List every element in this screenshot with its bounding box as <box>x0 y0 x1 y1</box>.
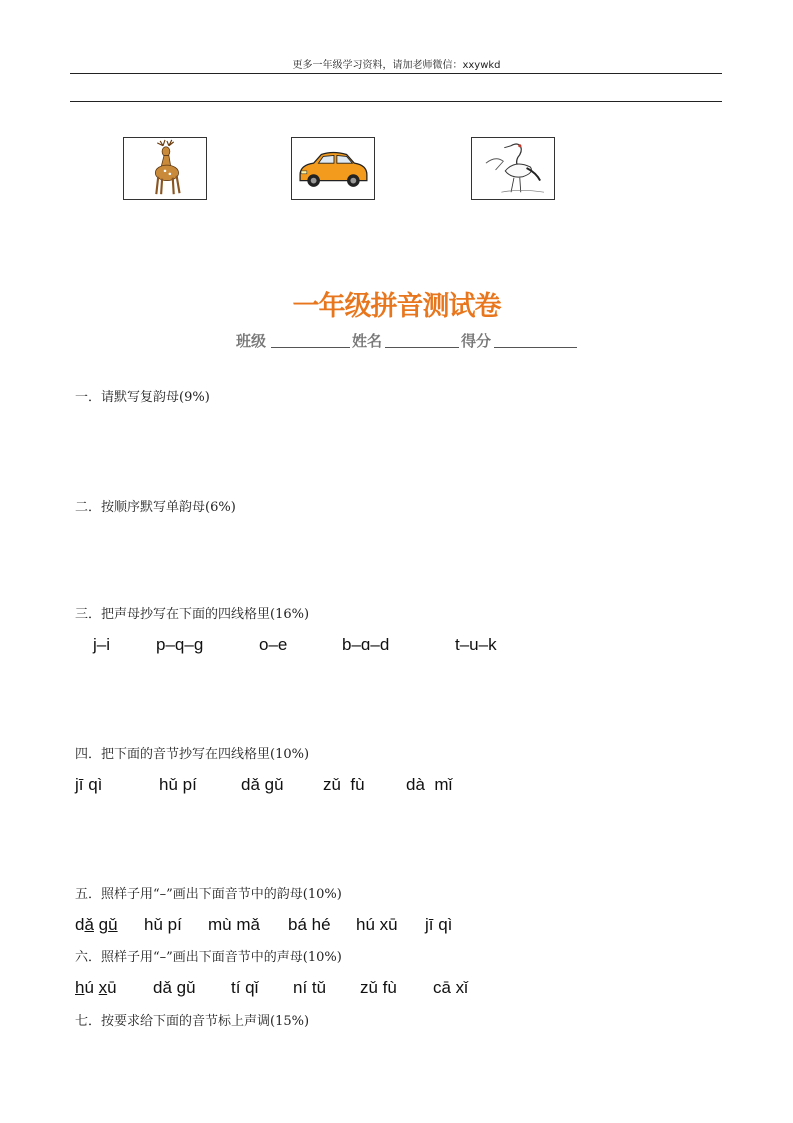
page-title: 一年级拼音测试卷 <box>292 291 501 322</box>
section-text: ．照样子用“–”画出下面音节中的韵母(10%) <box>88 887 342 902</box>
section-text: ．把下面的音节抄写在四线格里(10%) <box>88 747 310 762</box>
section-number: 七 <box>75 1014 89 1029</box>
score-blank[interactable] <box>494 331 577 348</box>
pinyin-item: hú xū <box>356 915 398 934</box>
pinyin-item: cā xǐ <box>433 978 468 997</box>
pinyin-item: mù mǎ <box>208 915 260 934</box>
section-text: ．照样子用“–”画出下面音节中的声母(10%) <box>88 950 342 965</box>
header-note: 更多一年级学习资料，请加老师微信：xxywkd <box>292 60 501 71</box>
car-icon <box>292 138 374 199</box>
section-1-heading <box>75 386 210 405</box>
example-part: d <box>75 915 85 934</box>
pinyin-item: jī qì <box>75 775 103 794</box>
section-text: ．请默写复韵母(9%) <box>88 390 210 405</box>
name-label: 姓名 <box>352 332 383 350</box>
example-underlined-part: ǎ <box>84 915 94 934</box>
pinyin-item: dà mǐ <box>406 775 453 794</box>
car-picture <box>291 137 375 200</box>
section-number: 五 <box>75 887 89 902</box>
example-syllable <box>75 978 117 998</box>
pinyin-item: p–q–g <box>156 635 204 654</box>
pinyin-item: hǔ pí <box>159 775 197 794</box>
pinyin-item: j–i <box>93 635 111 654</box>
name-blank[interactable] <box>385 331 459 348</box>
score-label: 得分 <box>461 332 492 350</box>
section-number: 一 <box>75 390 89 405</box>
section-number: 三 <box>75 607 89 622</box>
section-3-heading <box>75 603 309 622</box>
pinyin-item: t–u–k <box>455 635 497 654</box>
section-number: 六 <box>75 950 89 965</box>
example-syllable <box>75 915 118 935</box>
example-underlined-part: h <box>75 978 85 997</box>
section-7-heading <box>75 1010 309 1029</box>
section-number: 二 <box>75 500 89 515</box>
class-blank[interactable] <box>271 331 350 348</box>
section-number: 四 <box>75 747 89 762</box>
section-text: ．按要求给下面的音节标上声调(15%) <box>88 1014 310 1029</box>
section-text: ．按顺序默写单韵母(6%) <box>88 500 236 515</box>
section-2-heading <box>75 496 236 515</box>
pinyin-item: bá hé <box>288 915 331 934</box>
deer-picture <box>123 137 207 200</box>
crane-picture <box>471 137 555 200</box>
pinyin-item: dǎ gǔ <box>241 775 284 794</box>
pinyin-item: zǔ fù <box>360 978 397 997</box>
section-6-heading <box>75 946 342 965</box>
section-4-heading <box>75 743 309 762</box>
example-part: g <box>93 915 109 934</box>
section-text: ．把声母抄写在下面的四线格里(16%) <box>88 607 310 622</box>
pinyin-item: ní tǔ <box>293 978 327 997</box>
pinyin-item: jī qì <box>425 915 453 934</box>
pinyin-item: hǔ pí <box>144 915 182 934</box>
pinyin-item: zǔ fù <box>323 775 365 794</box>
header-rule <box>70 73 722 74</box>
example-part: ú <box>84 978 99 997</box>
example-part: ū <box>107 978 117 997</box>
example-underlined-part: ǔ <box>108 915 118 934</box>
deer-icon <box>124 138 206 199</box>
pinyin-item: tí qǐ <box>231 978 259 997</box>
pinyin-item: dǎ gǔ <box>153 978 196 997</box>
pinyin-item: o–e <box>259 635 288 654</box>
divider-rule <box>70 101 722 102</box>
crane-icon <box>472 138 554 199</box>
pinyin-item: b–ɑ–d <box>342 635 390 654</box>
section-5-heading <box>75 883 342 902</box>
example-underlined-part: x <box>98 978 108 997</box>
class-label: 班级 <box>236 332 267 350</box>
